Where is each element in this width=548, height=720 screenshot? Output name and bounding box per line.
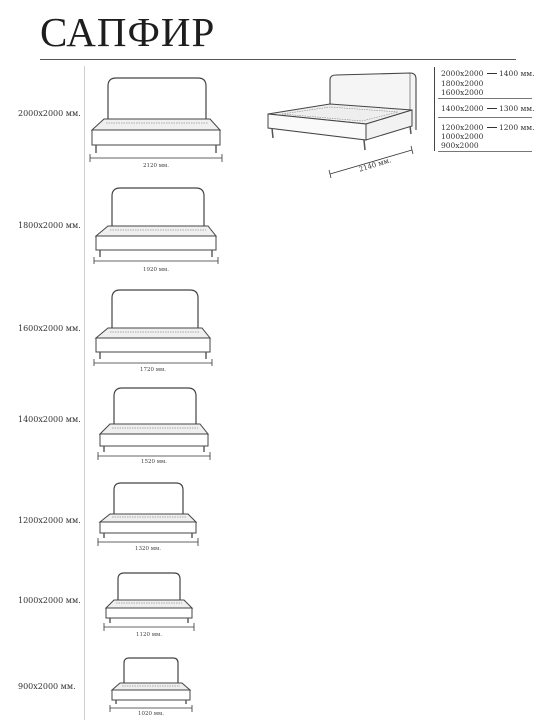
bed-drawing-1800 xyxy=(90,184,222,264)
legend-dash xyxy=(487,73,497,74)
legend-height-1300: 1300 мм. xyxy=(499,104,535,113)
bed-drawing-1200 xyxy=(94,480,202,548)
width-dimension-1400: 1520 мм. xyxy=(140,459,168,465)
size-label-1200: 1200x2000 мм. xyxy=(18,516,81,525)
legend-size: 1000x2000 xyxy=(441,132,484,141)
legend-height-1400: 1400 мм. xyxy=(499,69,535,78)
legend-size: 2000x2000 xyxy=(441,69,484,78)
bed-drawing-1400 xyxy=(94,384,214,462)
column-divider xyxy=(84,66,85,720)
depth-dimension: 2140 мм. xyxy=(358,156,393,174)
size-label-1400: 1400x2000 мм. xyxy=(18,415,81,424)
bed-perspective-drawing xyxy=(262,68,432,192)
height-legend-bar xyxy=(434,67,435,151)
legend-separator xyxy=(438,98,532,99)
legend-size: 1200x2000 xyxy=(441,123,484,132)
size-label-1600: 1600x2000 мм. xyxy=(18,324,81,333)
size-label-2000: 2000x2000 мм. xyxy=(18,109,81,118)
bed-drawing-2000 xyxy=(86,74,226,164)
legend-separator xyxy=(438,117,532,118)
legend-dash xyxy=(487,108,497,109)
legend-size: 1400x2000 xyxy=(441,104,484,113)
bed-drawing-1600 xyxy=(90,286,216,366)
legend-dash xyxy=(487,127,497,128)
width-dimension-1800: 1920 мм. xyxy=(142,267,170,273)
legend-separator xyxy=(438,151,532,152)
legend-size: 1600x2000 xyxy=(441,88,484,97)
size-label-1800: 1800x2000 мм. xyxy=(18,221,81,230)
width-dimension-2000: 2120 мм. xyxy=(142,163,170,169)
size-label-1000: 1000x2000 мм. xyxy=(18,596,81,605)
bed-drawing-900 xyxy=(106,655,196,713)
bed-drawing-1000 xyxy=(100,570,198,632)
legend-height-1200: 1200 мм. xyxy=(499,123,535,132)
width-dimension-1000: 1120 мм. xyxy=(135,632,163,638)
legend-size: 1800x2000 xyxy=(441,79,484,88)
legend-size: 900x2000 xyxy=(441,141,479,150)
width-dimension-1200: 1320 мм. xyxy=(134,546,162,552)
page-title: САПФИР xyxy=(40,9,216,55)
title-divider xyxy=(40,59,516,60)
size-label-900: 900x2000 мм. xyxy=(18,682,76,691)
width-dimension-900: 1020 мм. xyxy=(137,711,165,717)
width-dimension-1600: 1720 мм. xyxy=(139,367,167,373)
